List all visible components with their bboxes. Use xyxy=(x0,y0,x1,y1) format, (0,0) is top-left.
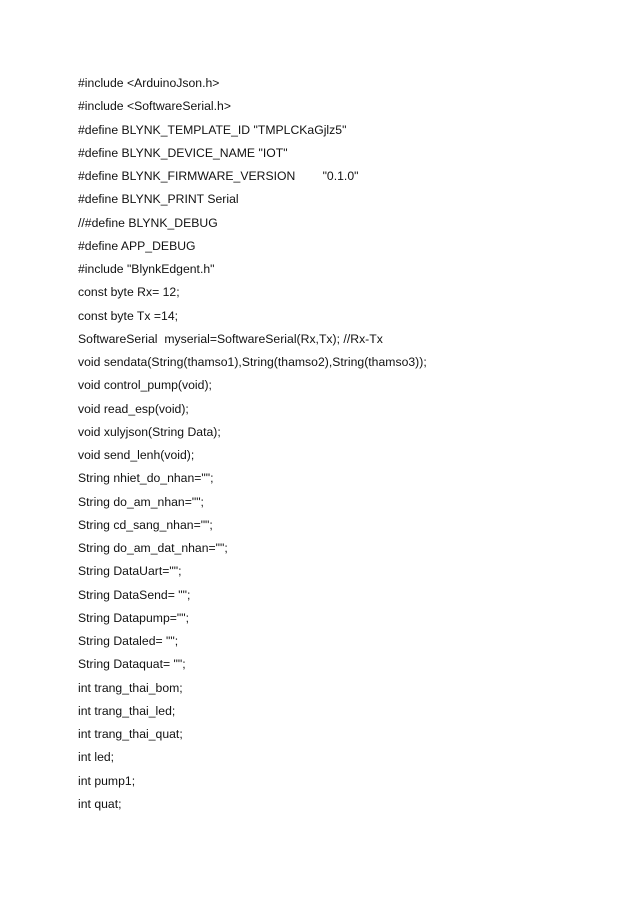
code-line-18: String nhiet_do_nhan=""; xyxy=(78,471,214,486)
code-line-20: String cd_sang_nhan=""; xyxy=(78,517,213,532)
code-line-10: const byte Rx= 12; xyxy=(78,285,180,300)
code-line-24: String Datapump=""; xyxy=(78,610,189,625)
code-line-7: //#define BLYNK_DEBUG xyxy=(78,215,218,230)
code-line-26: String Dataquat= ""; xyxy=(78,657,186,672)
code-line-4: #define BLYNK_DEVICE_NAME "IOT" xyxy=(78,145,288,160)
source-code-block xyxy=(78,72,618,816)
code-line-21: String do_am_dat_nhan=""; xyxy=(78,541,228,555)
code-line-22: String DataUart=""; xyxy=(78,564,182,579)
code-line-11: const byte Tx =14; xyxy=(78,308,179,323)
code-line-17: void send_lenh(void); xyxy=(78,448,195,462)
code-line-5: #define BLYNK_FIRMWARE_VERSION "0.1.0" xyxy=(78,169,359,183)
code-line-32: int quat; xyxy=(78,796,122,811)
code-line-8: #define APP_DEBUG xyxy=(78,238,196,253)
code-line-14: void control_pump(void); xyxy=(78,378,212,393)
code-line-25: String Dataled= ""; xyxy=(78,634,179,648)
code-line-28: int trang_thai_led; xyxy=(78,703,176,718)
code-line-19: String do_am_nhan=""; xyxy=(78,494,204,509)
code-line-31: int pump1; xyxy=(78,773,136,788)
code-line-9: #include "BlynkEdgent.h" xyxy=(78,262,215,276)
code-line-15: void read_esp(void); xyxy=(78,401,189,416)
code-line-3: #define BLYNK_TEMPLATE_ID "TMPLCKaGjlz5" xyxy=(78,122,347,137)
code-line-23: String DataSend= ""; xyxy=(78,587,191,602)
code-line-1: #include <ArduinoJson.h> xyxy=(78,76,220,90)
code-line-29: int trang_thai_quat; xyxy=(78,727,183,741)
code-line-2: #include <SoftwareSerial.h> xyxy=(78,99,231,114)
code-line-13: void sendata(String(thamso1),String(thamso2),String(thamso3)); xyxy=(78,355,427,369)
code-line-12: SoftwareSerial myserial=SoftwareSerial(Rx,Tx); //Rx-Tx xyxy=(78,331,383,346)
code-line-16: void xulyjson(String Data); xyxy=(78,424,221,439)
code-line-6: #define BLYNK_PRINT Serial xyxy=(78,192,239,207)
code-line-27: int trang_thai_bom; xyxy=(78,680,183,695)
code-line-30: int led; xyxy=(78,750,115,765)
